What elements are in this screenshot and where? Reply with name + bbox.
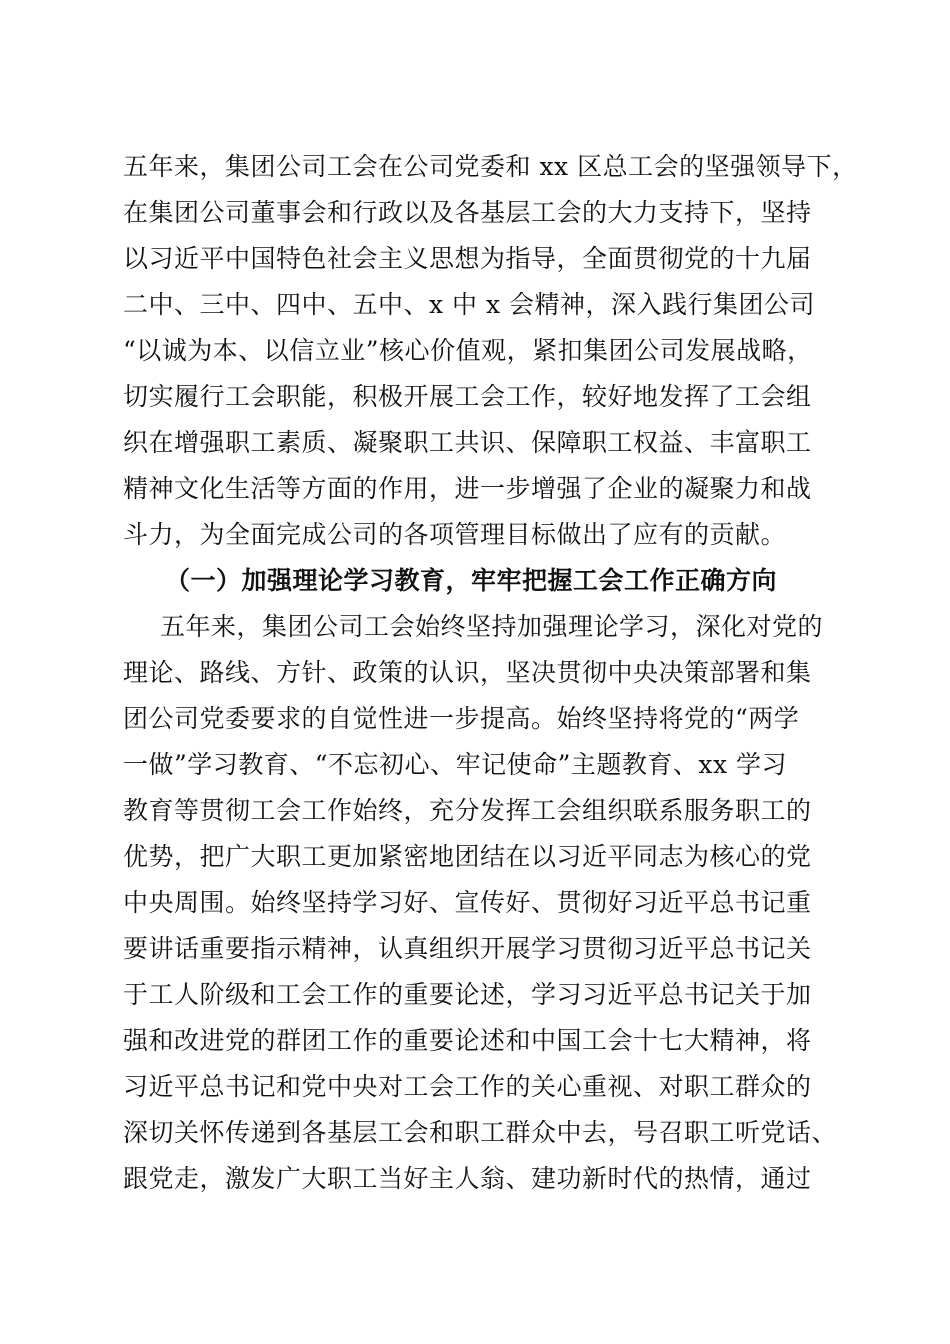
paragraph-2-line: 团公司党委要求的自觉性进一步提高。始终坚持将党的“两学 [123,704,800,733]
paragraph-2-line: 教育等贯彻工会工作始终，充分发挥工会组织联系服务职工的 [123,796,812,825]
paragraph-1-line: 五年来，集团公司工会在公司党委和 xx 区总工会的坚强领导下， [123,152,858,181]
paragraph-1-line: 精神文化生活等方面的作用，进一步增强了企业的凝聚力和战 [123,474,812,503]
paragraph-1-line: 在集团公司董事会和行政以及各基层工会的大力支持下，坚持 [123,198,812,227]
paragraph-2-line: 五年来，集团公司工会始终坚持加强理论学习，深化对党的 [160,612,824,641]
paragraph-1-line: 斗力，为全面完成公司的各项管理目标做出了应有的贡献。 [123,520,787,549]
paragraph-2-line: 于工人阶级和工会工作的重要论述，学习习近平总书记关于加 [123,980,812,1009]
paragraph-2-line: 跟党走，激发广大职工当好主人翁、建功新时代的热情，通过 [123,1164,812,1193]
paragraph-2-line: 一做”学习教育、“不忘初心、牢记使命”主题教育、xx 学习 [123,750,787,779]
paragraph-2-line: 理论、路线、方针、政策的认识，坚决贯彻中央决策部署和集 [123,658,812,687]
paragraph-1-line: 二中、三中、四中、五中、x 中 x 会精神，深入践行集团公司 [123,290,816,319]
paragraph-2-line: 中央周围。始终坚持学习好、宣传好、贯彻好习近平总书记重 [123,888,812,917]
paragraph-1-line: “以诚为本、以信立业”核心价值观，紧扣集团公司发展战略， [123,336,813,365]
paragraph-1-line: 切实履行工会职能，积极开展工会工作，较好地发挥了工会组 [123,382,812,411]
paragraph-2-line: 要讲话重要指示精神，认真组织开展学习贯彻习近平总书记关 [123,934,812,963]
paragraph-1-line: 织在增强职工素质、凝聚职工共识、保障职工权益、丰富职工 [123,428,812,457]
paragraph-2-line: 深切关怀传递到各基层工会和职工群众中去，号召职工听党话、 [123,1118,838,1147]
paragraph-2-line: 优势，把广大职工更加紧密地团结在以习近平同志为核心的党 [123,842,812,871]
paragraph-2-line: 习近平总书记和党中央对工会工作的关心重视、对职工群众的 [123,1072,812,1101]
paragraph-1-line: 以习近平中国特色社会主义思想为指导，全面贯彻党的十九届 [123,244,812,273]
paragraph-2-line: 强和改进党的群团工作的重要论述和中国工会十七大精神，将 [123,1026,812,1055]
section-heading: （一）加强理论学习教育，牢牢把握工会工作正确方向 [165,566,778,595]
